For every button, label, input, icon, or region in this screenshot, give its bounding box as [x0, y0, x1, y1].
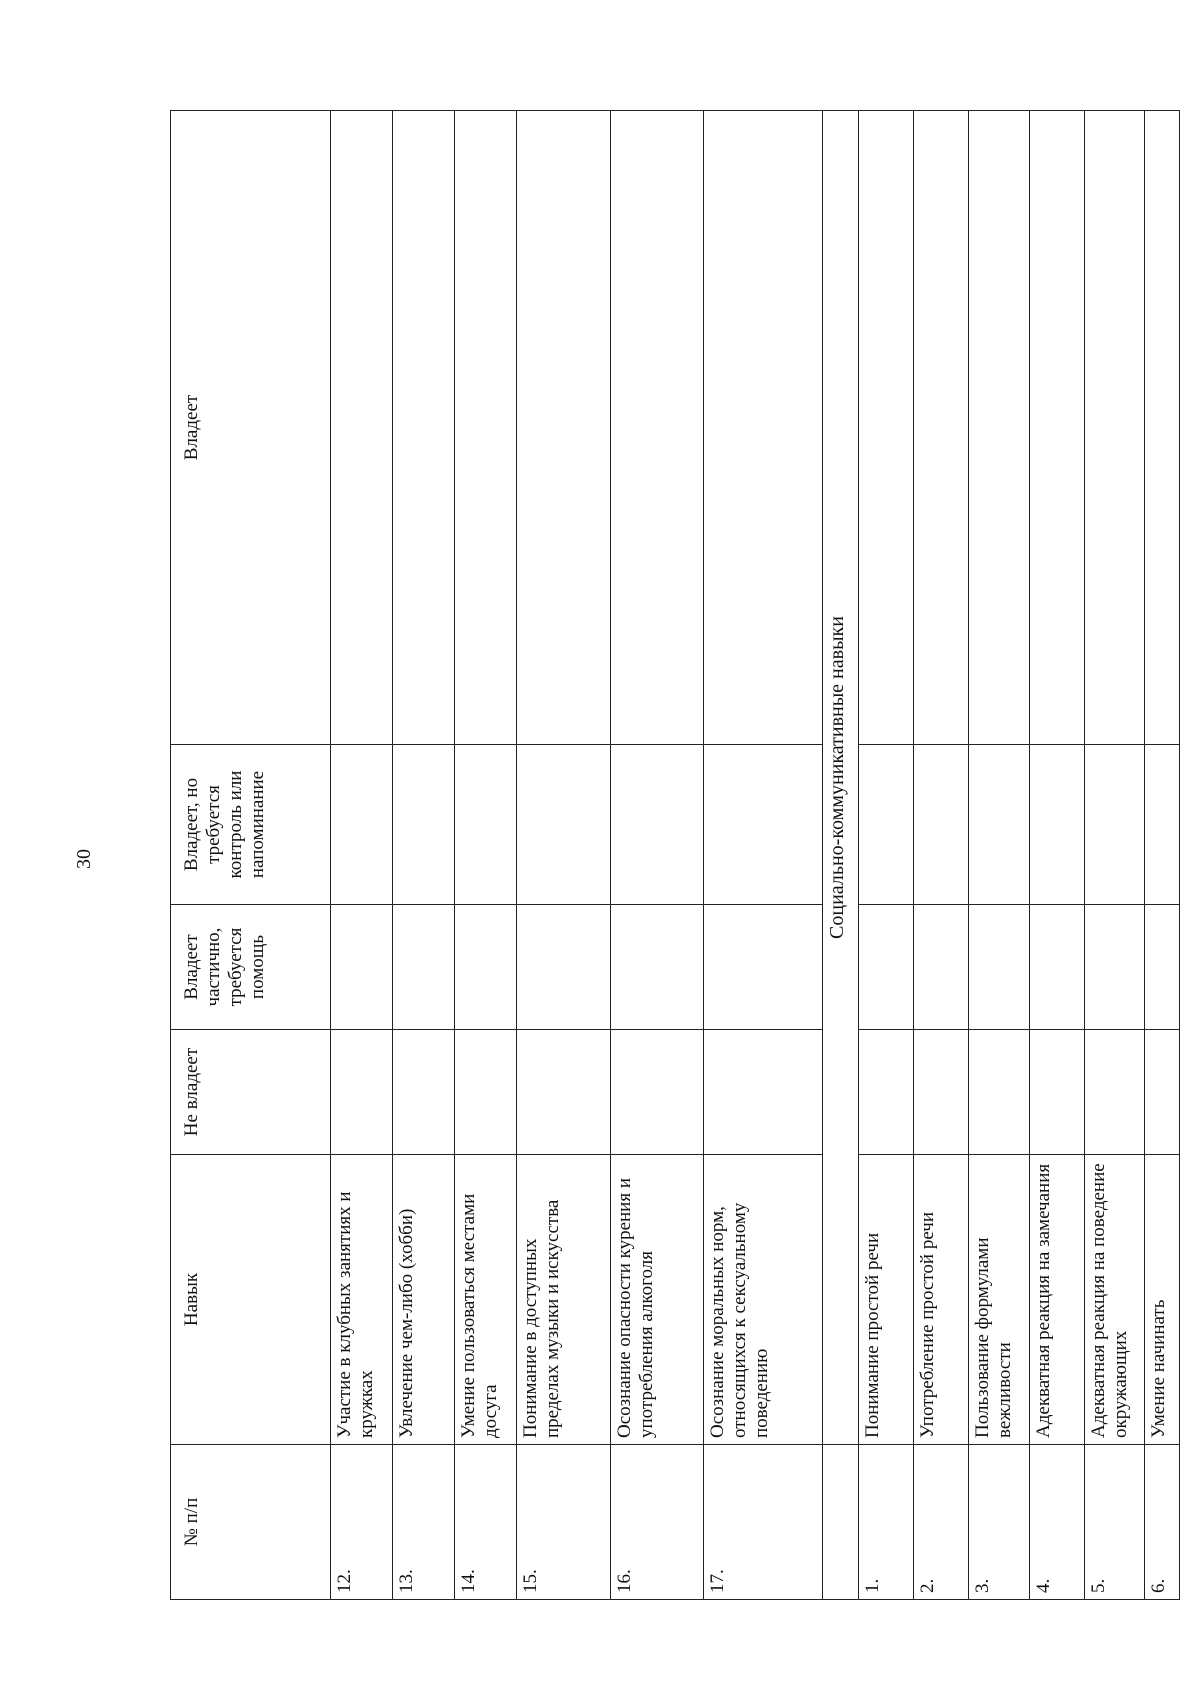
- header-skill: Навык: [171, 1155, 331, 1445]
- cell-control[interactable]: [1145, 745, 1180, 905]
- header-not-owned: Не владеет: [171, 1030, 331, 1155]
- cell-partial[interactable]: [914, 905, 969, 1030]
- cell-partial[interactable]: [455, 905, 517, 1030]
- cell-partial[interactable]: [393, 905, 455, 1030]
- cell-partial[interactable]: [610, 905, 703, 1030]
- cell-owned[interactable]: [914, 111, 969, 745]
- header-control: Владеет, но требуется контроль или напоминание: [171, 745, 331, 905]
- row-number: 5.: [1084, 1445, 1145, 1600]
- table-row: [1029, 111, 1084, 1600]
- cell-partial[interactable]: [859, 905, 914, 1030]
- header-number: № п/п: [171, 1445, 331, 1600]
- row-number: 3.: [969, 1445, 1030, 1600]
- table-row: [859, 111, 914, 1600]
- header-partial: Владеет частично, требуется помощь: [171, 905, 331, 1030]
- cell-partial[interactable]: [517, 905, 610, 1030]
- cell-partial[interactable]: [703, 905, 823, 1030]
- row-skill: Понимание в доступных пределах музыки и искусства: [517, 1155, 610, 1445]
- row-skill: Адекватная реакция на замечания: [1029, 1155, 1084, 1445]
- row-skill: Употребление простой речи: [914, 1155, 969, 1445]
- cell-not-owned[interactable]: [610, 1030, 703, 1155]
- cell-control[interactable]: [969, 745, 1030, 905]
- cell-owned[interactable]: [610, 111, 703, 745]
- cell-owned[interactable]: [859, 111, 914, 745]
- row-skill: Умение начинать: [1145, 1155, 1180, 1445]
- cell-partial[interactable]: [1029, 905, 1084, 1030]
- section-spacer: [823, 1445, 859, 1600]
- cell-control[interactable]: [455, 745, 517, 905]
- cell-control[interactable]: [331, 745, 393, 905]
- row-skill: Участие в клубных занятиях и кружках: [331, 1155, 393, 1445]
- row-skill: Осознание опасности курения и употребления алкоголя: [610, 1155, 703, 1445]
- section-row: [823, 111, 859, 1600]
- cell-partial[interactable]: [1084, 905, 1145, 1030]
- cell-not-owned[interactable]: [914, 1030, 969, 1155]
- header-row: [171, 111, 331, 1600]
- cell-owned[interactable]: [1084, 111, 1145, 745]
- cell-owned[interactable]: [703, 111, 823, 745]
- table-row: [914, 111, 969, 1600]
- cell-owned[interactable]: [1029, 111, 1084, 745]
- cell-not-owned[interactable]: [703, 1030, 823, 1155]
- cell-partial[interactable]: [969, 905, 1030, 1030]
- table-row: [610, 111, 703, 1600]
- cell-owned[interactable]: [969, 111, 1030, 745]
- cell-not-owned[interactable]: [859, 1030, 914, 1155]
- row-number: 12.: [331, 1445, 393, 1600]
- cell-not-owned[interactable]: [1145, 1030, 1180, 1155]
- cell-not-owned[interactable]: [517, 1030, 610, 1155]
- skills-table: [170, 110, 1180, 1600]
- section-title: Социально-коммуникативные навыки: [823, 111, 859, 1445]
- cell-not-owned[interactable]: [1029, 1030, 1084, 1155]
- table-row: [393, 111, 455, 1600]
- row-skill: Адекватная реакция на поведение окружающих: [1084, 1155, 1145, 1445]
- cell-owned[interactable]: [1145, 111, 1180, 745]
- cell-control[interactable]: [610, 745, 703, 905]
- row-number: 1.: [859, 1445, 914, 1600]
- row-number: 6.: [1145, 1445, 1180, 1600]
- cell-owned[interactable]: [393, 111, 455, 745]
- cell-control[interactable]: [914, 745, 969, 905]
- row-number: 16.: [610, 1445, 703, 1600]
- cell-owned[interactable]: [517, 111, 610, 745]
- cell-control[interactable]: [517, 745, 610, 905]
- page-number: 30: [73, 849, 95, 869]
- row-skill: Пользование формулами вежливости: [969, 1155, 1030, 1445]
- row-number: 4.: [1029, 1445, 1084, 1600]
- header-owned: Владеет: [171, 111, 331, 745]
- row-number: 13.: [393, 1445, 455, 1600]
- cell-owned[interactable]: [331, 111, 393, 745]
- cell-not-owned[interactable]: [455, 1030, 517, 1155]
- row-skill: Умение пользоваться местами досуга: [455, 1155, 517, 1445]
- cell-control[interactable]: [859, 745, 914, 905]
- row-number: 2.: [914, 1445, 969, 1600]
- row-number: 15.: [517, 1445, 610, 1600]
- row-number: 14.: [455, 1445, 517, 1600]
- table-row: [331, 111, 393, 1600]
- table-row: [455, 111, 517, 1600]
- cell-owned[interactable]: [455, 111, 517, 745]
- row-number: 17.: [703, 1445, 823, 1600]
- row-skill: Увлечение чем-либо (хобби): [393, 1155, 455, 1445]
- cell-control[interactable]: [1029, 745, 1084, 905]
- cell-not-owned[interactable]: [969, 1030, 1030, 1155]
- cell-not-owned[interactable]: [331, 1030, 393, 1155]
- cell-control[interactable]: [393, 745, 455, 905]
- cell-control[interactable]: [703, 745, 823, 905]
- table-row: [703, 111, 823, 1600]
- table-row: [517, 111, 610, 1600]
- table-row: [1145, 111, 1180, 1600]
- cell-partial[interactable]: [331, 905, 393, 1030]
- cell-partial[interactable]: [1145, 905, 1180, 1030]
- row-skill: Осознание моральных норм, относящихся к сексуальному поведению: [703, 1155, 823, 1445]
- rotated-table-container: [170, 110, 1180, 1600]
- cell-not-owned[interactable]: [1084, 1030, 1145, 1155]
- cell-not-owned[interactable]: [393, 1030, 455, 1155]
- table-row: [969, 111, 1030, 1600]
- cell-control[interactable]: [1084, 745, 1145, 905]
- row-skill: Понимание простой речи: [859, 1155, 914, 1445]
- table-row: [1084, 111, 1145, 1600]
